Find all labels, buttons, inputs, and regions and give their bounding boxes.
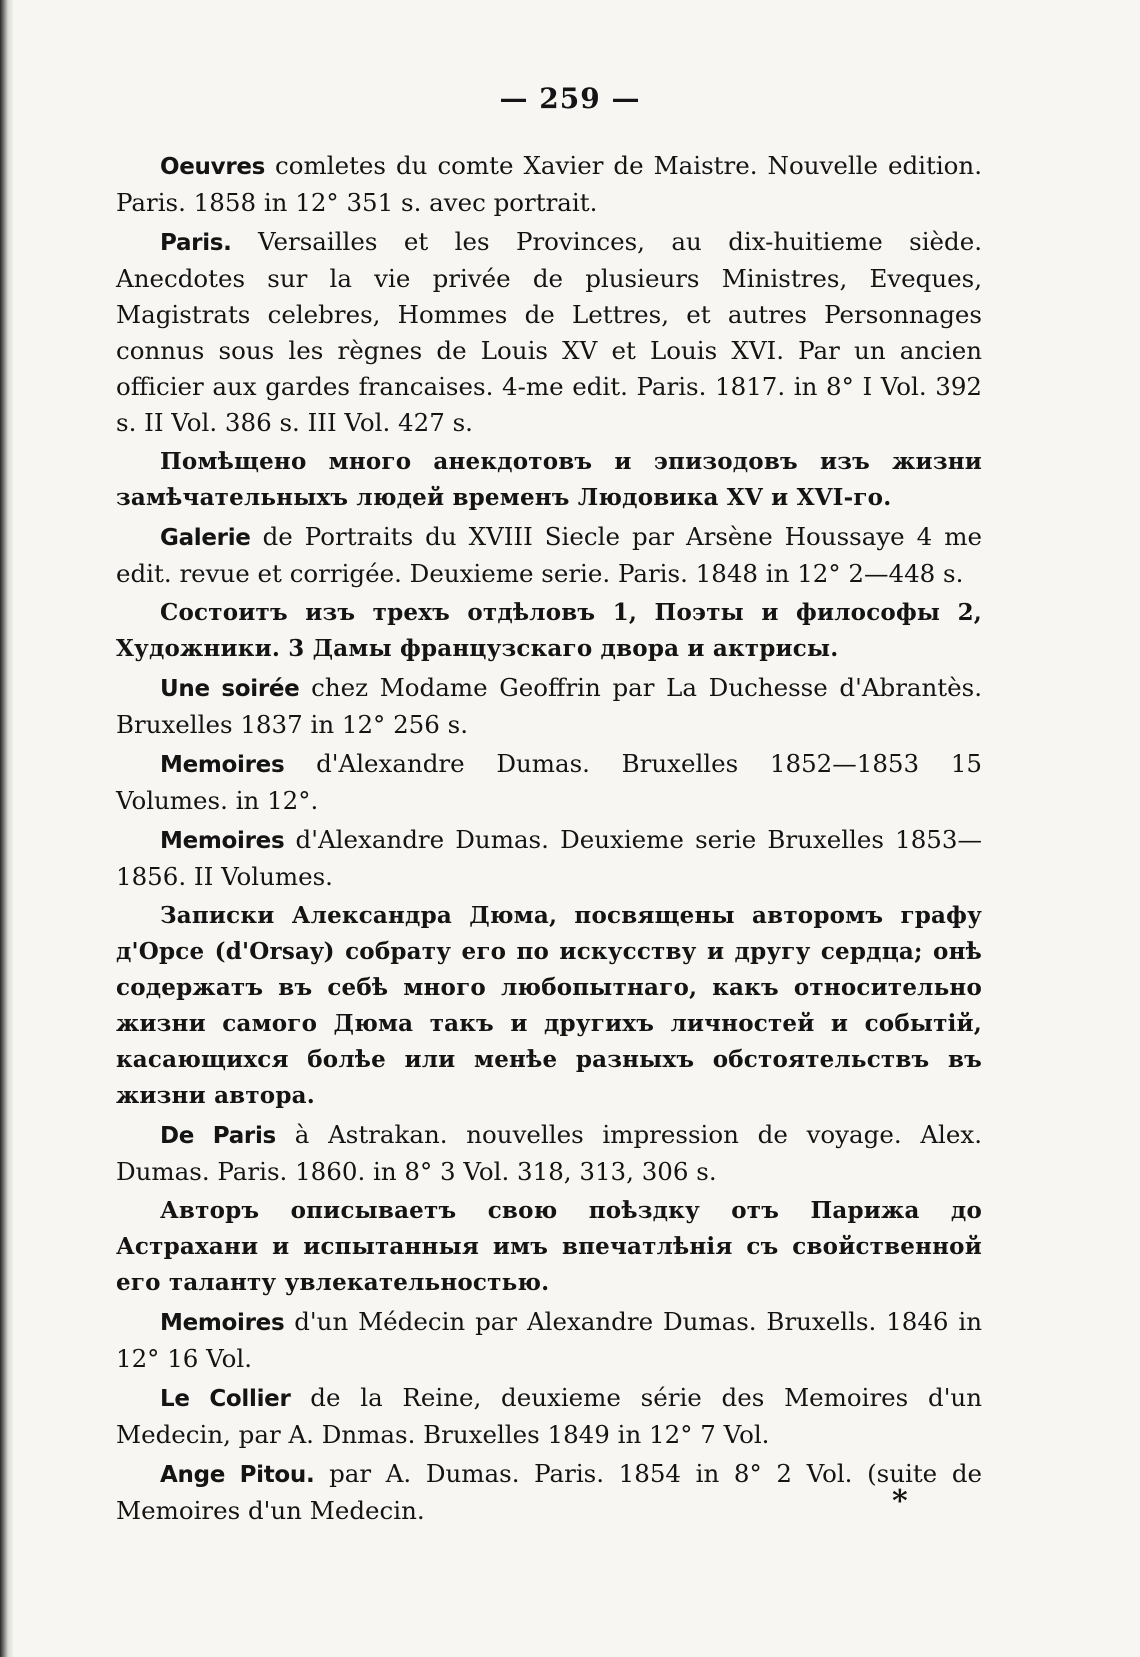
entry-de-paris-astrakan	[116, 1117, 982, 1190]
entry-annotation	[116, 595, 982, 667]
entry-title: Memoires	[160, 828, 285, 854]
entry-memoires-medecin	[116, 1304, 982, 1377]
entry-title: Galerie	[160, 525, 251, 551]
entry-le-collier	[116, 1380, 982, 1453]
entry-title: Memoires	[160, 1310, 285, 1336]
annotation-text: Помѣщено много анекдотовъ и эпизодовъ изъ жизни замѣчательныхъ людей временъ Людовика XV и XVI-го.	[116, 448, 982, 511]
entry-annotation	[116, 898, 982, 1114]
entry-title: Oeuvres	[160, 154, 266, 180]
entry-text: d'Alexandre Dumas. Deuxieme serie Bruxelles 1853—1856. II Volumes.	[116, 825, 982, 891]
annotation-text: Состоитъ изъ трехъ отдѣловъ 1, Поэты и философы 2, Художники. 3 Дамы французскаго двора и актрисы.	[116, 599, 982, 662]
scan-binding-edge	[0, 0, 14, 1657]
entry-annotation	[116, 444, 982, 516]
entry-text: de la Reine, deuxieme série des Memoires d'un Medecin, par A. Dnmas. Bruxelles 1849 in 12° 7 Vol.	[116, 1383, 982, 1449]
entry-oeuvres-maistre	[116, 148, 982, 221]
entry-galerie-portraits	[116, 519, 982, 592]
entry-title: Paris.	[160, 230, 232, 256]
asterisk-ornament: *	[892, 1484, 908, 1519]
entry-title: Memoires	[160, 752, 285, 778]
entry-annotation	[116, 1193, 982, 1301]
entry-text: Versailles et les Provinces, au dix-huitieme siède. Anecdotes sur la vie privée de plusieurs Ministres, Eveques, Magistrats celebres, Hommes de Lettres, et autres Personnages connus sous les règnes de Louis XV et Louis XVI. Par un ancien officier aux gardes francaises. 4-me edit. Paris. 1817. in 8° I Vol. 392 s. II Vol. 386 s. III Vol. 427 s.	[116, 227, 982, 437]
entry-text: d'Alexandre Dumas. Bruxelles 1852—1853 15 Volumes. in 12°.	[116, 749, 982, 815]
entry-title: De Paris	[160, 1123, 276, 1149]
entry-memoires-dumas-1	[116, 746, 982, 819]
entry-une-soiree	[116, 670, 982, 743]
entry-text: comletes du comte Xavier de Maistre. Nouvelle edition. Paris. 1858 in 12° 351 s. avec portrait.	[116, 151, 982, 217]
entry-memoires-dumas-2	[116, 822, 982, 895]
entry-title: Une soirée	[160, 676, 300, 702]
entry-text: chez Modame Geoffrin par La Duchesse d'Abrantès. Bruxelles 1837 in 12° 256 s.	[116, 673, 983, 739]
entry-paris-versailles	[116, 224, 982, 441]
annotation-text: Авторъ описываетъ свою поѣздку отъ Парижа до Астрахани и испытанныя имъ впечатлѣнія съ свойственной его таланту увлекательностью.	[116, 1197, 982, 1296]
entry-text: à Astrakan. nouvelles impression de voyage. Alex. Dumas. Paris. 1860. in 8° 3 Vol. 318, 313, 306 s.	[116, 1120, 982, 1186]
page-number: — 259 —	[499, 82, 641, 115]
entry-title: Ange Pitou.	[160, 1462, 315, 1488]
entry-text: de Portraits du XVIII Siecle par Arsène Houssaye 4 me edit. revue et corrigée. Deuxieme serie. Paris. 1848 in 12° 2—448 s.	[116, 522, 982, 588]
entry-text: d'un Médecin par Alexandre Dumas. Bruxells. 1846 in 12° 16 Vol.	[116, 1307, 982, 1373]
entry-ange-pitou	[116, 1456, 982, 1529]
bibliography-list	[116, 148, 982, 1532]
entry-title: Le Collier	[160, 1386, 291, 1412]
entry-text: par A. Dumas. Paris. 1854 in 8° 2 Vol. (suite de Memoires d'un Medecin.	[116, 1459, 983, 1525]
annotation-text: Записки Александра Дюма, посвящены авторомъ графу д'Орсе (d'Orsay) собрату его по искусству и другу сердца; онѣ содержатъ въ себѣ много любопытнаго, какъ относительно жизни самого Дюма такъ и другихъ личностей и событій, касающихся болѣе или менѣе разныхъ обстоятельствъ въ жизни автора.	[116, 902, 982, 1109]
